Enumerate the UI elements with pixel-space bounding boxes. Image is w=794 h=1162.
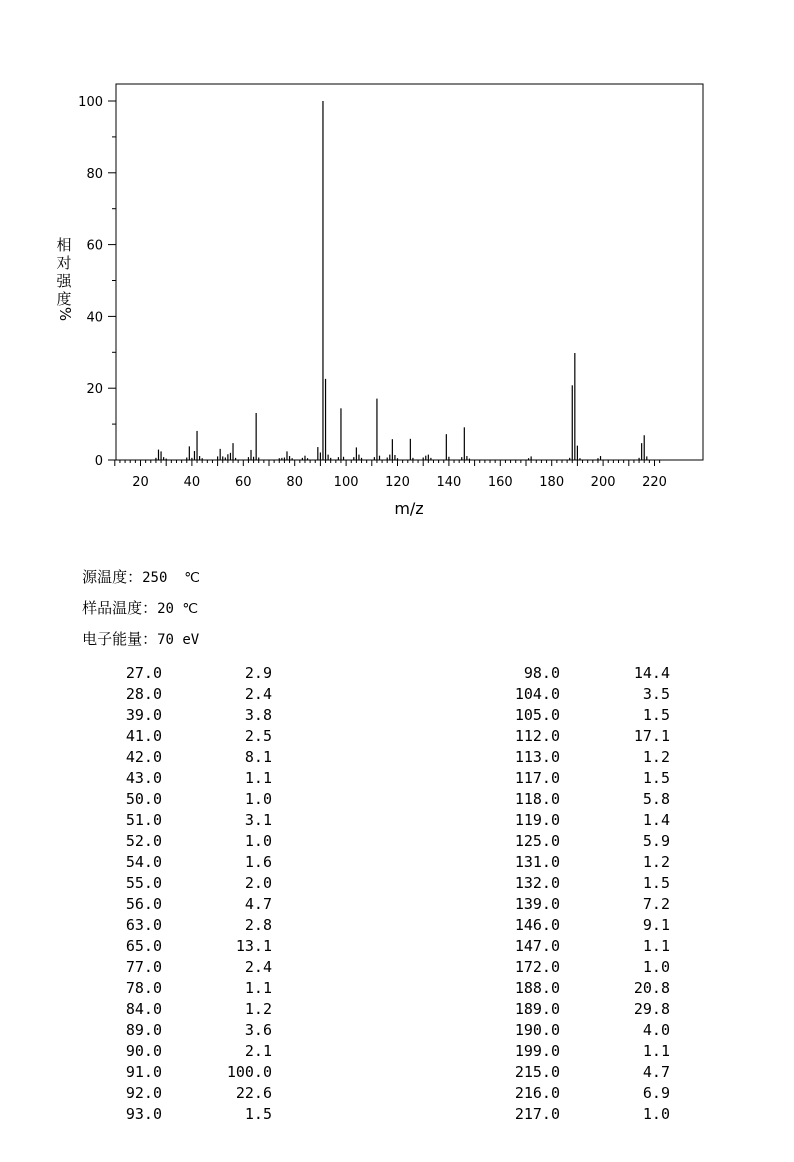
peak-mz: 199.0 xyxy=(514,1042,560,1060)
x-tick-label: 100 xyxy=(333,475,359,490)
x-tick-label: 20 xyxy=(132,475,149,490)
peak-intensity: 1.5 xyxy=(642,706,670,724)
peak-intensity: 2.0 xyxy=(244,874,272,892)
peak-table-row xyxy=(498,768,678,789)
peak-mz: 147.0 xyxy=(514,937,560,955)
peak-mz: 54.0 xyxy=(125,853,162,871)
plot-frame xyxy=(116,84,703,460)
peak-table-row xyxy=(498,747,678,768)
peak-table-row xyxy=(100,1083,280,1104)
peak-table-row xyxy=(498,1062,678,1083)
peak-intensity: 22.6 xyxy=(235,1084,272,1102)
peak-intensity: 1.2 xyxy=(244,1000,272,1018)
peak-intensity: 1.0 xyxy=(244,790,272,808)
peak-mz: 84.0 xyxy=(125,1000,162,1018)
peak-mz: 188.0 xyxy=(514,979,560,997)
peak-intensity: 1.2 xyxy=(642,748,670,766)
peak-table-row xyxy=(100,663,280,684)
peak-mz: 146.0 xyxy=(514,916,560,934)
peak-intensity: 1.5 xyxy=(642,769,670,787)
peak-intensity: 2.9 xyxy=(244,664,272,682)
peak-table-row xyxy=(100,747,280,768)
peak-table-row xyxy=(498,663,678,684)
peak-table-row xyxy=(100,978,280,999)
peak-mz: 105.0 xyxy=(514,706,560,724)
peak-table-row xyxy=(498,705,678,726)
peak-table-left xyxy=(100,663,280,1125)
peak-mz: 78.0 xyxy=(125,979,162,997)
peak-mz: 42.0 xyxy=(125,748,162,766)
y-tick-label: 0 xyxy=(94,454,103,469)
peak-table-row xyxy=(498,936,678,957)
peak-table-row xyxy=(100,789,280,810)
peak-intensity: 1.2 xyxy=(642,853,670,871)
peak-intensity: 1.0 xyxy=(642,958,670,976)
peak-mz: 56.0 xyxy=(125,895,162,913)
source-temperature: 源温度：250 ℃ xyxy=(82,568,200,586)
peak-table-row xyxy=(100,873,280,894)
peak-intensity: 4.7 xyxy=(244,895,272,913)
peak-intensity: 1.5 xyxy=(642,874,670,892)
mass-spectrum-chart xyxy=(0,0,794,530)
peak-table-row xyxy=(100,1062,280,1083)
peak-mz: 215.0 xyxy=(514,1063,560,1081)
peak-intensity: 1.4 xyxy=(642,811,670,829)
peak-mz: 139.0 xyxy=(514,895,560,913)
peak-intensity: 9.1 xyxy=(642,916,670,934)
peak-table-row xyxy=(498,873,678,894)
peak-table-row xyxy=(100,726,280,747)
peak-intensity: 3.8 xyxy=(244,706,272,724)
peak-mz: 172.0 xyxy=(514,958,560,976)
peak-table-row xyxy=(498,999,678,1020)
y-tick-label: 80 xyxy=(86,166,103,182)
instrument-conditions xyxy=(63,538,200,648)
peak-table-row xyxy=(498,1083,678,1104)
peak-mz: 43.0 xyxy=(125,769,162,787)
peak-mz: 92.0 xyxy=(125,1084,162,1102)
peak-table-row xyxy=(498,1041,678,1062)
peak-table-row xyxy=(100,852,280,873)
peak-intensity: 8.1 xyxy=(244,748,272,766)
x-tick-label: 160 xyxy=(487,475,513,490)
peak-mz: 28.0 xyxy=(125,685,162,703)
peak-table-row xyxy=(498,1104,678,1125)
peak-intensity: 13.1 xyxy=(235,937,272,955)
x-tick-label: 200 xyxy=(590,475,616,490)
y-axis-label-char: % xyxy=(56,306,74,322)
peak-intensity: 17.1 xyxy=(633,727,670,745)
peak-intensity: 5.8 xyxy=(642,790,670,808)
peak-table-row xyxy=(498,1020,678,1041)
peak-intensity: 1.1 xyxy=(244,979,272,997)
peak-intensity: 6.9 xyxy=(642,1084,670,1102)
peak-mz: 125.0 xyxy=(514,832,560,850)
peak-intensity: 4.0 xyxy=(642,1021,670,1039)
peak-table-row xyxy=(100,957,280,978)
peak-mz: 27.0 xyxy=(125,664,162,682)
peak-mz: 190.0 xyxy=(514,1021,560,1039)
peak-table-row xyxy=(100,894,280,915)
peak-table-row xyxy=(498,684,678,705)
peak-mz: 50.0 xyxy=(125,790,162,808)
electron-energy: 电子能量：70 eV xyxy=(82,630,200,648)
y-axis-label-char: 强 xyxy=(56,272,72,290)
peak-intensity: 3.6 xyxy=(244,1021,272,1039)
peak-mz: 104.0 xyxy=(514,685,560,703)
peak-mz: 93.0 xyxy=(125,1105,162,1123)
peak-intensity: 5.9 xyxy=(642,832,670,850)
peak-intensity: 2.4 xyxy=(244,685,272,703)
peak-table-row xyxy=(100,999,280,1020)
y-tick-label: 40 xyxy=(86,310,103,326)
y-axis-label-char: 相 xyxy=(56,236,72,254)
peak-mz: 131.0 xyxy=(514,853,560,871)
peak-table-row xyxy=(498,852,678,873)
peak-table-row xyxy=(100,1104,280,1125)
peak-intensity: 1.0 xyxy=(244,832,272,850)
peak-mz: 65.0 xyxy=(125,937,162,955)
y-tick-label: 60 xyxy=(86,238,103,254)
peak-mz: 51.0 xyxy=(125,811,162,829)
x-tick-label: 180 xyxy=(539,475,565,490)
peak-mz: 39.0 xyxy=(125,706,162,724)
peak-intensity: 3.5 xyxy=(642,685,670,703)
peak-intensity: 1.1 xyxy=(244,769,272,787)
peak-intensity: 4.7 xyxy=(642,1063,670,1081)
peak-intensity: 14.4 xyxy=(633,664,670,682)
peak-table-row xyxy=(100,831,280,852)
peak-intensity: 3.1 xyxy=(244,811,272,829)
x-tick-label: 80 xyxy=(286,475,303,490)
x-tick-label: 140 xyxy=(436,475,462,490)
peak-intensity: 1.1 xyxy=(642,937,670,955)
peak-intensity: 1.5 xyxy=(244,1105,272,1123)
peak-table-row xyxy=(498,894,678,915)
peak-mz: 55.0 xyxy=(125,874,162,892)
peak-mz: 98.0 xyxy=(523,664,560,682)
peak-table-row xyxy=(100,936,280,957)
peak-mz: 41.0 xyxy=(125,727,162,745)
peak-intensity: 1.0 xyxy=(642,1105,670,1123)
y-tick-label: 100 xyxy=(78,95,103,110)
peak-table-row xyxy=(498,789,678,810)
y-axis-label xyxy=(56,236,74,321)
peak-mz: 77.0 xyxy=(125,958,162,976)
peak-table-row xyxy=(100,915,280,936)
peak-table-row xyxy=(498,915,678,936)
peak-mz: 52.0 xyxy=(125,832,162,850)
peak-intensity: 2.4 xyxy=(244,958,272,976)
peak-table-row xyxy=(498,831,678,852)
peak-mz: 117.0 xyxy=(514,769,560,787)
x-tick-label: 220 xyxy=(642,475,667,490)
peak-table-row xyxy=(498,726,678,747)
peak-mz: 113.0 xyxy=(514,748,560,766)
peak-mz: 216.0 xyxy=(514,1084,560,1102)
peak-intensity: 1.1 xyxy=(642,1042,670,1060)
y-axis-label-char: 度 xyxy=(56,290,72,308)
peak-table-row xyxy=(100,768,280,789)
peak-mz: 217.0 xyxy=(514,1105,560,1123)
peak-table-row xyxy=(100,1041,280,1062)
x-tick-label: 120 xyxy=(385,475,410,490)
peak-mz: 112.0 xyxy=(514,727,560,745)
peak-bars xyxy=(156,101,647,460)
y-tick-label: 20 xyxy=(86,382,103,398)
peak-mz: 119.0 xyxy=(514,811,560,829)
peak-intensity: 100.0 xyxy=(226,1063,272,1081)
peak-intensity: 2.5 xyxy=(244,727,272,745)
peak-table-right xyxy=(498,663,678,1125)
axes xyxy=(78,84,703,490)
peak-intensity: 7.2 xyxy=(642,895,670,913)
peak-mz: 91.0 xyxy=(125,1063,162,1081)
peak-intensity: 2.1 xyxy=(244,1042,272,1060)
peak-intensity: 29.8 xyxy=(633,1000,670,1018)
peak-table-row xyxy=(100,1020,280,1041)
peak-table-row xyxy=(498,810,678,831)
x-axis-label: m/z xyxy=(394,499,424,518)
peak-table-row xyxy=(100,705,280,726)
peak-intensity: 20.8 xyxy=(633,979,670,997)
peak-intensity: 1.6 xyxy=(244,853,272,871)
peak-table-row xyxy=(498,978,678,999)
peak-mz: 189.0 xyxy=(514,1000,560,1018)
peak-table-row xyxy=(498,957,678,978)
peak-mz: 132.0 xyxy=(514,874,560,892)
peak-intensity: 2.8 xyxy=(244,916,272,934)
peak-mz: 90.0 xyxy=(125,1042,162,1060)
peak-table-row xyxy=(100,810,280,831)
peak-mz: 63.0 xyxy=(125,916,162,934)
sample-temperature: 样品温度：20 ℃ xyxy=(82,599,199,617)
x-tick-label: 40 xyxy=(183,475,201,490)
peak-mz: 89.0 xyxy=(125,1021,162,1039)
x-tick-label: 60 xyxy=(235,475,252,490)
peak-table-row xyxy=(100,684,280,705)
peak-mz: 118.0 xyxy=(514,790,560,808)
y-axis-label-char: 对 xyxy=(56,254,72,272)
